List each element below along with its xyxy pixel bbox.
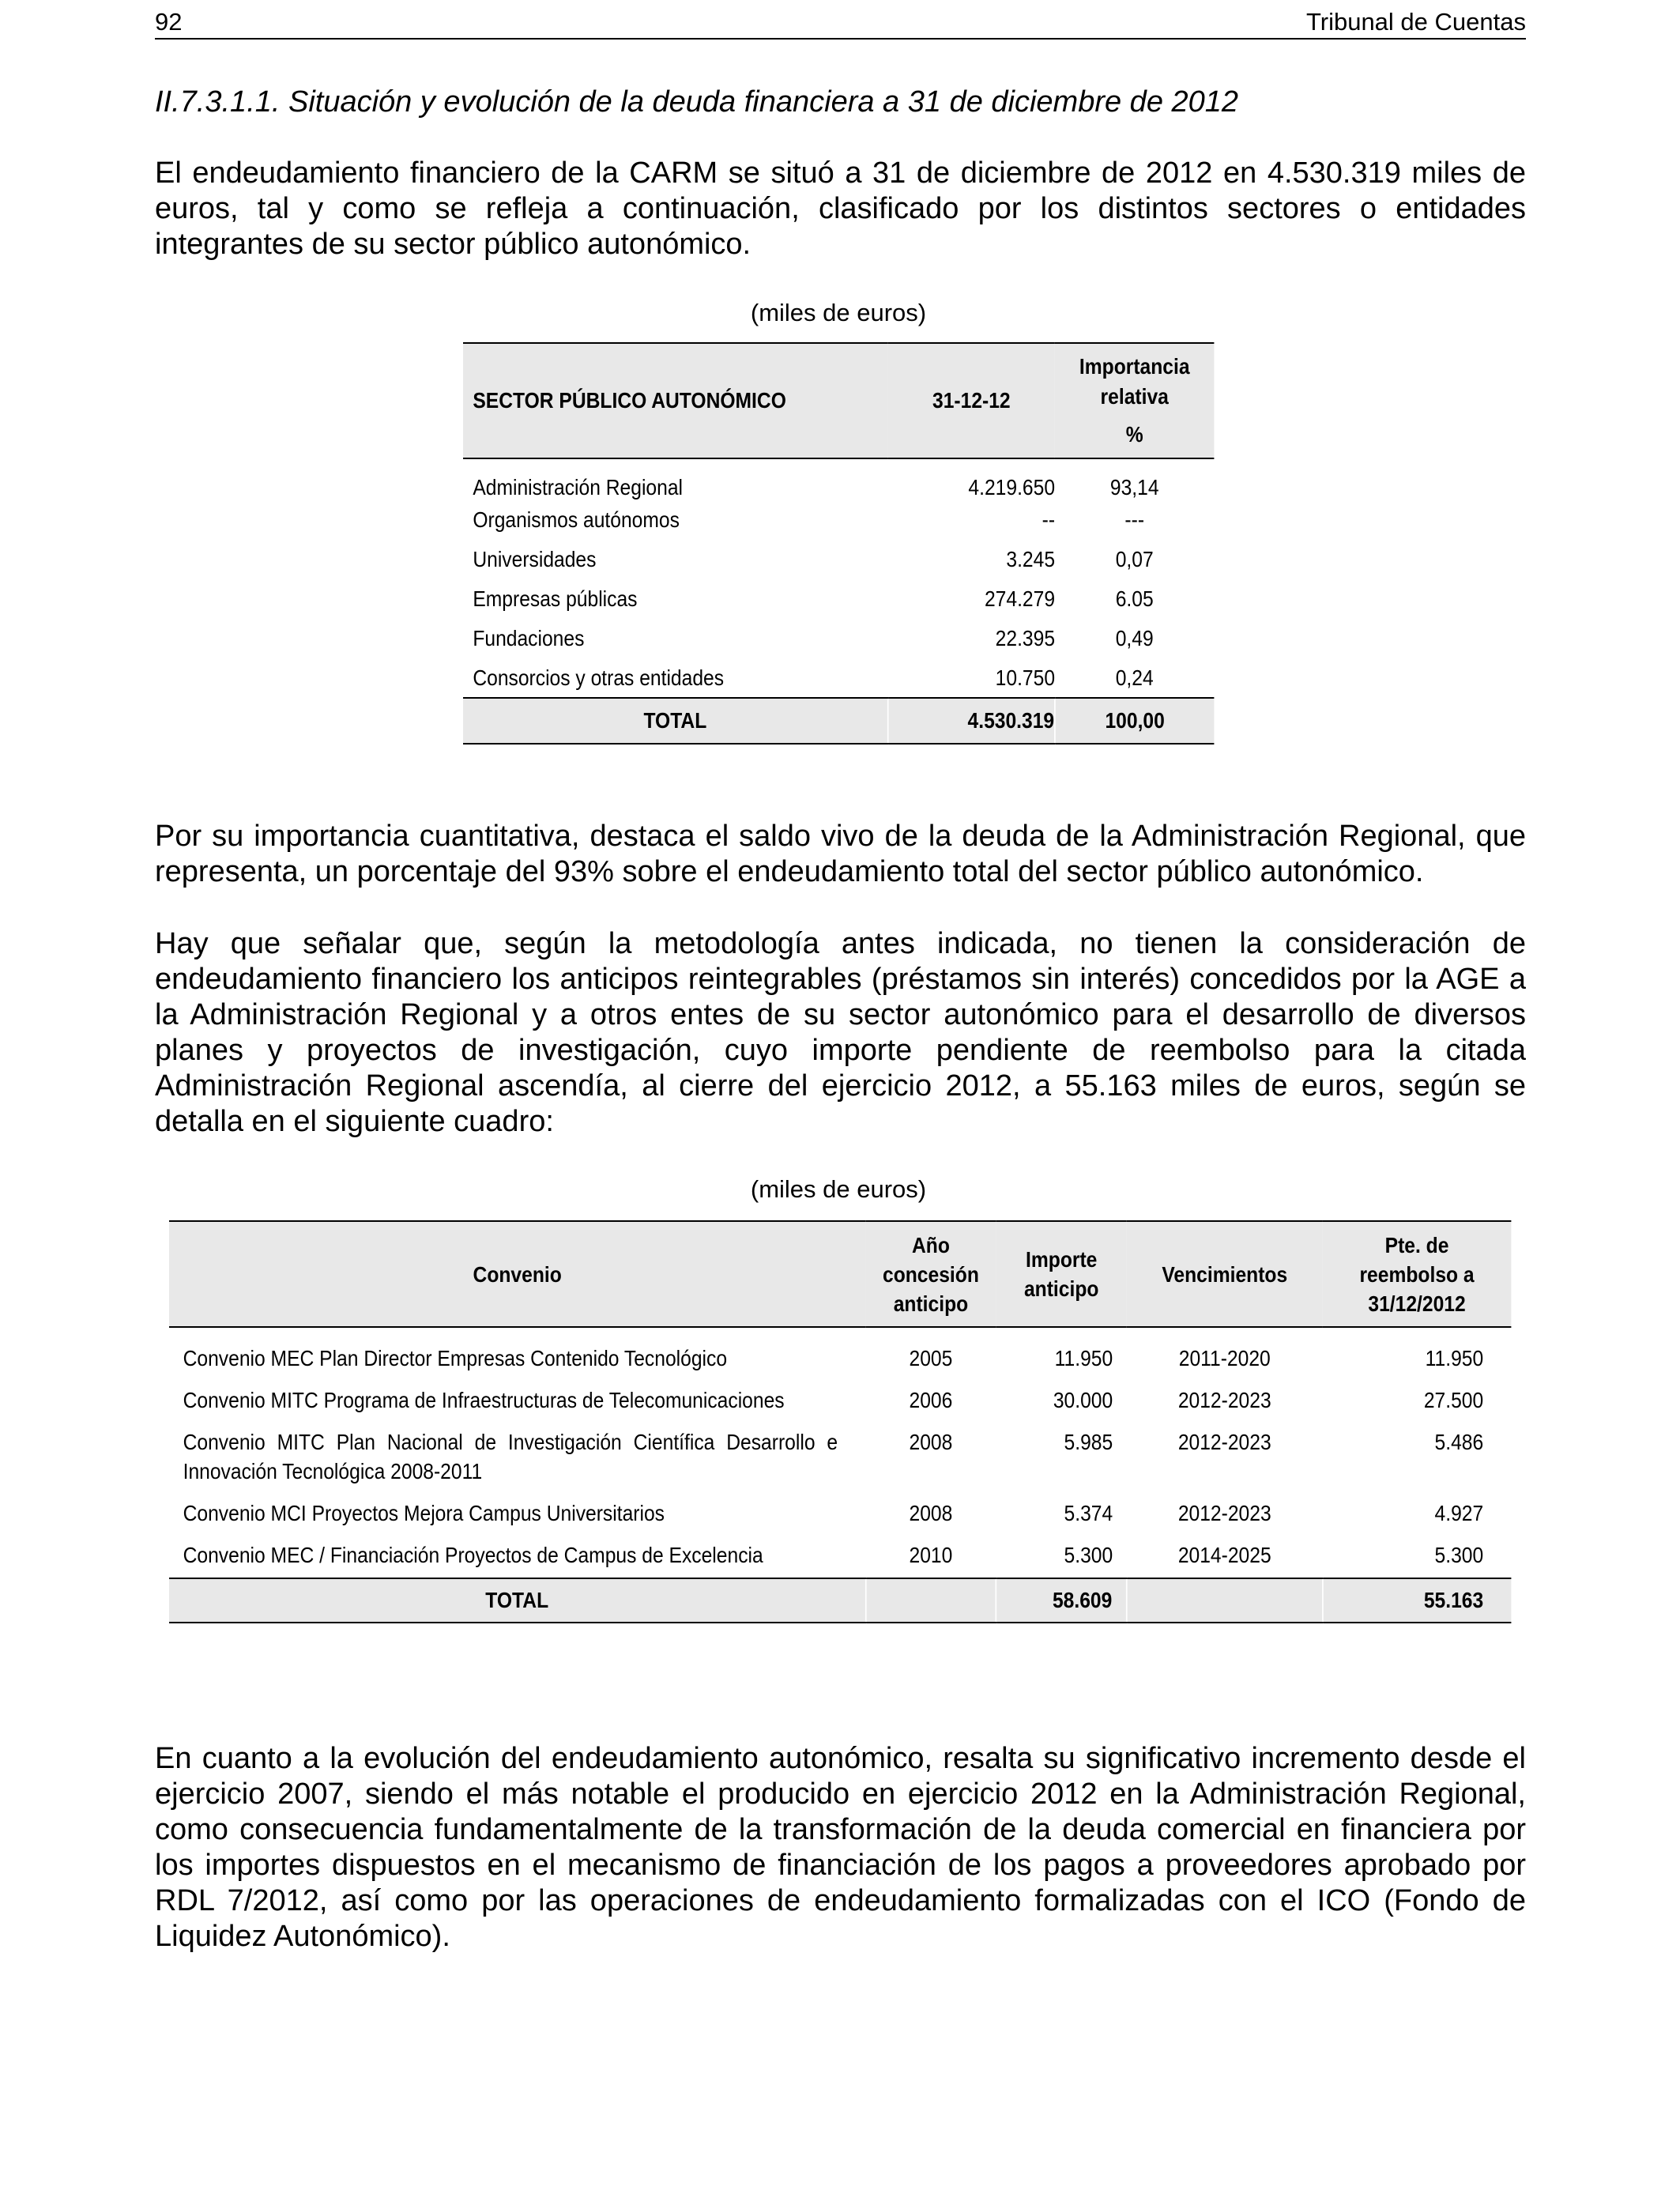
table-row <box>463 458 1214 500</box>
th-importe <box>996 1221 1127 1327</box>
table-row <box>463 540 1214 579</box>
cell-pct: --- <box>1124 507 1145 532</box>
total-label: TOTAL <box>463 698 888 744</box>
table-row <box>169 1379 1511 1421</box>
cell-vencimientos: 2012-2023 <box>1177 1501 1271 1525</box>
cell-pte: 5.300 <box>1434 1543 1484 1567</box>
total-importe: 58.609 <box>996 1578 1127 1623</box>
cell-anio: 2008 <box>909 1430 953 1454</box>
cell-convenio: Convenio MITC Programa de Infraestructuras de Telecomunicaciones <box>183 1388 785 1412</box>
cell-sector: Fundaciones <box>473 626 585 650</box>
table-row <box>169 1421 1511 1492</box>
th-anio-line1: Año <box>911 1232 950 1257</box>
th-anio-line3: anticipo <box>893 1291 969 1316</box>
th-importance-line2: relativa <box>1100 384 1169 409</box>
cell-pte: 11.950 <box>1425 1346 1484 1370</box>
cell-sector: Consorcios y otras entidades <box>473 665 725 690</box>
table-row <box>463 658 1214 698</box>
cell-importe: 5.374 <box>1064 1501 1113 1525</box>
cell-pte: 4.927 <box>1434 1501 1484 1525</box>
cell-pte: 27.500 <box>1423 1388 1484 1412</box>
paragraph-evolucion: En cuanto a la evolución del endeudamiento autonómico, resalta su significativo incremento desde el ejercicio 2007, siendo el más notable el producido en ejercicio 2012 en la Administración Regional, como consecuencia fundamentalmente de la transformación de la deuda comercial en financiera por los importes dispuestos en el mecanismo de financiación de los pagos a proveedores aprobado por RDL 7/2012, así como por las operaciones de endeudamiento formalizadas con el ICO (Fondo de Liquidez Autonómico). <box>155 1742 1526 1953</box>
table-row <box>169 1534 1511 1578</box>
table-row <box>169 1492 1511 1534</box>
cell-sector: Empresas públicas <box>473 586 638 611</box>
total-venc-empty <box>1127 1578 1323 1623</box>
total-anio-empty <box>865 1578 996 1623</box>
table1-unit-caption: (miles de euros) <box>750 299 927 326</box>
cell-pct: 6.05 <box>1115 586 1154 611</box>
table1-header-row <box>463 343 1214 458</box>
table-row <box>463 500 1214 540</box>
th-importance <box>1055 343 1214 458</box>
anticipos-table <box>169 1220 1511 1623</box>
table1-total-row <box>463 698 1214 744</box>
total-value: 4.530.319 <box>888 698 1055 744</box>
total-label: TOTAL <box>169 1578 865 1623</box>
cell-anio: 2010 <box>909 1543 953 1567</box>
cell-anio: 2005 <box>909 1346 953 1370</box>
th-pte-line2: reembolso a <box>1359 1261 1475 1287</box>
cell-pte: 5.486 <box>1434 1430 1484 1454</box>
table-row <box>169 1327 1511 1379</box>
cell-vencimientos: 2012-2023 <box>1177 1430 1271 1454</box>
cell-importe: 11.950 <box>1054 1346 1113 1370</box>
page-header <box>155 5 1526 40</box>
section-title: II.7.3.1.1. Situación y evolución de la deuda financiera a 31 de diciembre de 2012 <box>155 85 1239 119</box>
paragraph-intro: El endeudamiento financiero de la CARM se situó a 31 de diciembre de 2012 en 4.530.319 miles de euros, tal y como se refleja a continuación, clasificado por los distintos sectores o entidades integrantes de su sector público autonómico. <box>155 156 1526 261</box>
cell-value: -- <box>1042 507 1056 532</box>
table2-total-row <box>169 1578 1511 1623</box>
total-pct: 100,00 <box>1055 698 1214 744</box>
cell-pct: 0,49 <box>1115 626 1154 650</box>
paragraph-importance: Por su importancia cuantitativa, destaca el saldo vivo de la deuda de la Administración Regional, que representa, un porcentaje del 93% sobre el endeudamiento total del sector público autonómico. <box>155 820 1526 888</box>
th-anio <box>865 1221 996 1327</box>
th-date: 31-12-12 <box>888 343 1055 458</box>
cell-pct: 93,14 <box>1109 475 1159 499</box>
cell-value: 4.219.650 <box>968 475 1056 499</box>
cell-pct: 0,07 <box>1115 547 1154 571</box>
cell-sector: Administración Regional <box>473 475 684 499</box>
cell-value: 22.395 <box>995 626 1056 650</box>
cell-convenio: Convenio MITC Plan Nacional de Investigación Científica Desarrollo e Innovación Tecnológica 2008-2011 <box>183 1430 838 1483</box>
header-organization: Tribunal de Cuentas <box>1305 8 1526 36</box>
th-vencimientos: Vencimientos <box>1127 1221 1323 1327</box>
cell-importe: 5.300 <box>1064 1543 1113 1567</box>
paragraph-anticipos: Hay que señalar que, según la metodología antes indicada, no tienen la consideración de endeudamiento financiero los anticipos reintegrables (préstamos sin interés) concedidos por la AGE a la Administración Regional y a otros entes de su sector autonómico para el desarrollo de diversos planes y proyectos de investigación, cuyo importe pendiente de reembolso para la citada Administración Regional ascendía, al cierre del ejercicio 2012, a 55.163 miles de euros, según se detalla en el siguiente cuadro: <box>155 927 1526 1138</box>
page-number: 92 <box>155 8 183 36</box>
cell-sector: Universidades <box>473 547 597 571</box>
cell-value: 3.245 <box>1006 547 1056 571</box>
table2-unit-caption: (miles de euros) <box>750 1175 927 1203</box>
cell-value: 274.279 <box>984 586 1056 611</box>
cell-sector: Organismos autónomos <box>473 507 680 532</box>
th-importance-line1: Importancia <box>1079 354 1190 379</box>
th-sector: SECTOR PÚBLICO AUTONÓMICO <box>463 343 888 458</box>
cell-vencimientos: 2014-2025 <box>1177 1543 1271 1567</box>
cell-vencimientos: 2012-2023 <box>1177 1388 1271 1412</box>
cell-anio: 2006 <box>909 1388 953 1412</box>
th-anio-line2: concesión <box>883 1261 979 1287</box>
cell-convenio: Convenio MCI Proyectos Mejora Campus Universitarios <box>183 1501 665 1525</box>
table2-header-row <box>169 1221 1511 1327</box>
table-row <box>463 619 1214 658</box>
th-pte-line1: Pte. de <box>1384 1232 1449 1257</box>
cell-vencimientos: 2011-2020 <box>1178 1346 1271 1370</box>
th-convenio: Convenio <box>169 1221 865 1327</box>
table-row <box>463 579 1214 619</box>
th-pte <box>1323 1221 1512 1327</box>
th-importe-line1: Importe <box>1026 1247 1098 1272</box>
cell-convenio: Convenio MEC / Financiación Proyectos de Campus de Excelencia <box>183 1543 763 1567</box>
cell-convenio: Convenio MEC Plan Director Empresas Contenido Tecnológico <box>183 1346 728 1370</box>
cell-importe: 30.000 <box>1053 1388 1113 1412</box>
debt-by-sector-table <box>463 342 1214 745</box>
cell-importe: 5.985 <box>1064 1430 1113 1454</box>
th-importance-line3: % <box>1125 422 1143 447</box>
total-pte: 55.163 <box>1323 1578 1512 1623</box>
cell-pct: 0,24 <box>1115 665 1154 690</box>
th-importe-line2: anticipo <box>1023 1276 1099 1301</box>
cell-anio: 2008 <box>909 1501 953 1525</box>
th-pte-line3: 31/12/2012 <box>1368 1291 1466 1316</box>
cell-value: 10.750 <box>995 665 1056 690</box>
